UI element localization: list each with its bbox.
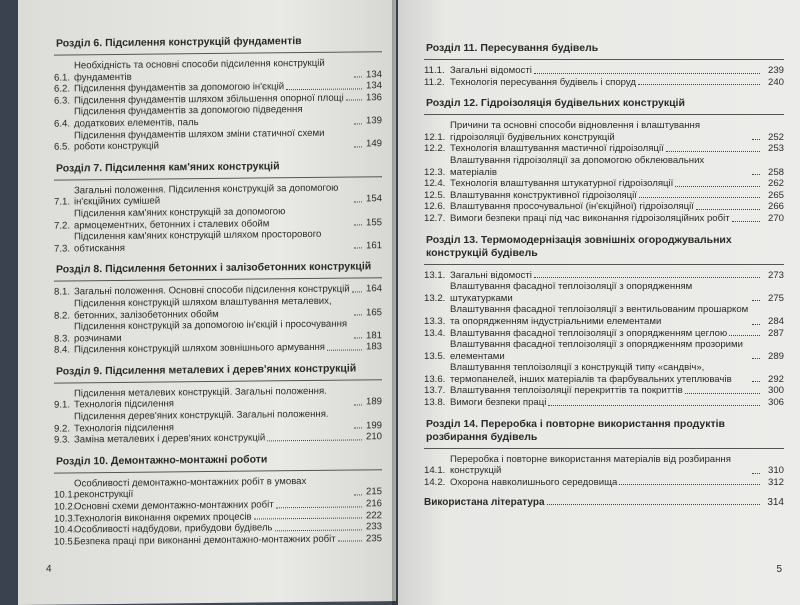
leader-dots <box>548 405 760 406</box>
entry-body <box>74 475 364 501</box>
entry-title: Необхідність та основні способи підсилення конструкцій фундаментів <box>74 57 325 84</box>
entry-number: 14.1. <box>424 465 446 477</box>
entry-title: Загальні положення. Основні способи підсилення конструкцій <box>74 283 350 298</box>
entry-page: 210 <box>365 431 382 443</box>
entry-page: 292 <box>767 373 784 385</box>
entry-number: 10.3. <box>54 513 76 525</box>
entry-body <box>74 229 364 255</box>
entry-body <box>74 295 364 321</box>
entry-body <box>450 281 762 304</box>
entry-number: 9.2. <box>54 423 71 435</box>
entry-number: 12.5. <box>424 189 446 201</box>
entry-number: 13.3. <box>424 315 446 327</box>
left-toc <box>54 34 382 548</box>
section-divider <box>424 114 784 115</box>
leader-dots <box>354 146 362 147</box>
entry-page: 312 <box>767 476 784 488</box>
toc-entry <box>424 143 784 155</box>
toc-section <box>54 159 382 255</box>
section-divider <box>54 176 382 180</box>
toc-entry <box>424 213 784 225</box>
toc-entry <box>54 318 382 345</box>
entry-title: Підсилення конструкцій за допомогою ін'єкцій і просочування розчинами <box>74 318 348 345</box>
entry-page: 273 <box>767 269 784 281</box>
leader-dots <box>666 151 760 152</box>
entry-number: 6.2. <box>54 83 71 95</box>
entry-page: 253 <box>767 143 784 155</box>
leader-dots <box>354 428 362 429</box>
entry-page: 287 <box>767 327 784 339</box>
entry-title: Влаштування фасадної теплоізоляції з вентильованим прошарком та опорядженням індустріальними елементами <box>450 304 749 327</box>
toc-section <box>424 418 784 489</box>
leader-dots <box>752 381 760 382</box>
entry-title: Основні схеми демонтажно-монтажних робіт <box>74 499 274 513</box>
entry-number: 12.3. <box>424 166 446 178</box>
leader-dots <box>327 349 362 350</box>
entry-body <box>74 205 364 231</box>
toc-entry <box>424 201 784 213</box>
leader-dots <box>638 84 760 85</box>
toc-entry <box>54 341 382 356</box>
toc-section <box>424 234 784 409</box>
leader-dots <box>354 338 362 339</box>
entry-page: 154 <box>365 193 382 205</box>
leader-dots <box>354 123 362 124</box>
section-divider <box>54 469 382 473</box>
section-title: Розділ 11. Пересування будівель <box>426 42 599 54</box>
toc-entry <box>54 57 382 84</box>
entry-page: 284 <box>767 315 784 327</box>
entry-title: Підсилення конструкцій шляхом влаштування металевих, бетонних, залізобетонних обойм <box>74 295 332 321</box>
toc-entry <box>54 385 382 412</box>
toc-entry <box>54 182 382 209</box>
entry-body <box>450 213 762 225</box>
entry-page: 252 <box>767 131 784 143</box>
entry-body <box>450 270 762 282</box>
entry-number: 12.6. <box>424 201 446 213</box>
entry-title: Переробка і повторне використання матеріалів від розбирання конструкцій <box>450 453 731 477</box>
toc-entry <box>424 65 784 77</box>
entry-number: 12.7. <box>424 212 446 224</box>
entry-title: Влаштування теплоізоляції з конструкцій типу «сандвіч», термопанелей, інших матеріалів та фарбувальних утеплювачів <box>450 362 732 385</box>
section-title: Розділ 8. Підсилення бетонних і залізобетонних конструкцій <box>56 260 372 276</box>
entry-body <box>74 104 364 130</box>
section-title: Розділ 7. Підсилення кам'яних конструкцій <box>56 160 280 175</box>
entry-title: Охорона навколишнього середовища <box>450 476 618 488</box>
toc-section <box>54 452 382 548</box>
entry-page: 289 <box>767 350 784 362</box>
toc-entry <box>424 120 784 143</box>
entry-body <box>450 190 762 202</box>
toc-entry <box>424 190 784 202</box>
leader-dots <box>752 358 760 359</box>
entry-number: 13.2. <box>424 292 446 304</box>
section-title: Розділ 13. Термомодернізація зовнішніх огороджувальних конструкцій будівель <box>426 233 732 259</box>
leader-dots <box>752 300 760 301</box>
entry-title: Влаштування просочувальної (ін'єкційної) гідроізоляції <box>450 201 694 213</box>
toc-entry <box>424 270 784 282</box>
entry-number: 11.1. <box>424 65 445 76</box>
entry-title: Технологія влаштування штукатурної гідроізоляції <box>450 178 674 190</box>
entry-number: 8.4. <box>54 344 71 356</box>
entry-title: Загальні відомості <box>450 65 532 76</box>
entry-number: 9.3. <box>54 434 71 446</box>
toc-section <box>54 34 382 153</box>
entry-body <box>450 385 762 397</box>
entry-title: Особливості демонтажно-монтажних робіт в умовах реконструкції <box>74 475 307 501</box>
entry-page: 139 <box>365 115 382 127</box>
leader-dots <box>752 174 760 175</box>
entry-number: 10.2. <box>54 501 76 513</box>
entry-page: 136 <box>365 91 382 104</box>
toc-entry <box>54 295 382 322</box>
leader-dots <box>534 73 760 74</box>
entry-page: 235 <box>365 533 382 545</box>
entry-title: Технологія виконання окремих процесів <box>74 511 252 525</box>
entry-number: 12.1. <box>424 131 446 143</box>
entry-body <box>450 362 762 385</box>
toc-section <box>424 42 784 88</box>
entry-number: 7.1. <box>54 196 71 208</box>
section-divider <box>54 51 382 55</box>
entry-title: Вимоги безпеки праці під час виконання гідроізоляційних робіт <box>450 212 730 224</box>
entry-body <box>450 304 762 327</box>
entry-body <box>74 533 364 548</box>
entry-body <box>450 143 762 155</box>
leader-dots <box>547 504 760 505</box>
entry-page: 265 <box>767 189 784 201</box>
entry-page: 300 <box>767 385 784 397</box>
leader-dots <box>267 439 362 441</box>
entry-body <box>74 318 364 344</box>
leader-dots <box>354 314 362 315</box>
entry-title: Вимоги безпеки праці <box>450 397 547 409</box>
entry-title: Особливості надбудови, прибудови будівель <box>74 522 273 536</box>
section-title: Розділ 14. Переробка і повторне використання продуктів розбирання будівель <box>426 417 726 443</box>
entry-title: Влаштування фасадної теплоізоляції з опорядженням прозорими елементами <box>450 339 743 362</box>
toc-entry <box>54 431 382 446</box>
entry-number: 13.4. <box>424 327 446 339</box>
leader-dots <box>729 335 760 336</box>
leader-dots <box>354 201 362 202</box>
entry-page: 216 <box>365 498 382 510</box>
leader-dots <box>675 186 760 187</box>
literature-page: 314 <box>767 497 784 509</box>
entry-page: 161 <box>365 239 382 252</box>
entry-number: 8.2. <box>54 309 71 322</box>
entry-number: 8.3. <box>54 333 71 345</box>
entry-title: Влаштування теплоізоляції перекриттів та покриттів <box>450 385 683 397</box>
leader-dots <box>619 484 760 485</box>
entry-page: 222 <box>365 509 382 521</box>
toc-entry <box>424 77 784 89</box>
entry-title: Підсилення металевих конструкцій. Загальні положення. Технологія підсилення <box>74 385 327 411</box>
toc-entry <box>424 178 784 190</box>
leader-dots <box>354 404 362 405</box>
toc-section <box>424 97 784 224</box>
entry-body <box>450 155 762 178</box>
entry-number: 10.4. <box>54 524 76 536</box>
entry-title: Причини та основні способи відновлення і влаштування гідроізоляції будівельних конструкцій <box>450 120 701 143</box>
leader-dots <box>338 541 362 542</box>
entry-page: 134 <box>365 80 382 92</box>
leader-dots <box>352 291 362 292</box>
entry-number: 10.5. <box>54 536 76 548</box>
toc-entry <box>424 397 784 409</box>
entry-number: 7.2. <box>54 219 71 232</box>
section-divider <box>54 278 382 282</box>
entry-body <box>450 477 762 489</box>
section-divider <box>424 264 784 265</box>
entry-number: 13.7. <box>424 385 446 397</box>
entry-page: 306 <box>767 397 784 409</box>
entry-page: 275 <box>767 292 784 304</box>
toc-entry <box>424 477 784 489</box>
entry-title: Підсилення фундаментів шляхом збільшення опорної площі <box>74 92 344 107</box>
entry-title: Загальні відомості <box>450 269 532 281</box>
entry-page: 165 <box>365 306 382 318</box>
toc-entry <box>424 328 784 340</box>
entry-number: 10.1. <box>54 489 76 502</box>
entry-title: Заміна металевих і дерев'яних конструкцій <box>74 432 266 446</box>
section-divider <box>424 59 784 60</box>
entry-title: Безпека праці при виконанні демонтажно-монтажних робіт <box>74 533 336 548</box>
entry-body <box>450 178 762 190</box>
entry-body <box>74 57 364 83</box>
entry-body <box>450 201 762 213</box>
leader-dots <box>696 209 760 210</box>
entry-page: 199 <box>365 419 382 432</box>
entry-body <box>74 342 364 357</box>
entry-title: Загальні положення. Підсилення конструкцій за допомогою ін'єкційних сумішей <box>74 182 339 208</box>
toc-entry <box>424 339 784 362</box>
entry-title: Влаштування гідроізоляції за допомогою обклеювальних матеріалів <box>450 154 705 178</box>
entry-number: 9.1. <box>54 399 71 412</box>
entry-body <box>74 432 364 447</box>
entry-number: 6.1. <box>54 72 71 84</box>
section-title: Розділ 9. Підсилення металевих і дерев'яних конструкцій <box>56 362 357 378</box>
entry-body <box>74 182 364 208</box>
toc-section <box>54 261 382 357</box>
entry-number: 7.3. <box>54 243 71 255</box>
entry-page: 266 <box>767 201 784 213</box>
entry-body <box>74 127 364 153</box>
entry-title: Підсилення фундаментів за допомогою ін'єкцій <box>74 81 285 95</box>
entry-title: Підсилення фундаментів за допомогою підведення додаткових елементів, паль <box>74 104 303 130</box>
section-title: Розділ 12. Гідроізоляція будівельних конструкцій <box>426 97 685 110</box>
entry-number: 13.6. <box>424 373 446 385</box>
toc-entry <box>54 205 382 232</box>
entry-number: 13.8. <box>424 397 446 409</box>
entry-body <box>450 77 762 89</box>
entry-page: 258 <box>767 166 784 178</box>
entry-title: Влаштування фасадної теплоізоляції з опорядженням цеглою <box>450 327 728 339</box>
leader-dots <box>752 324 760 325</box>
leader-dots <box>275 529 362 531</box>
entry-title: Підсилення конструкцій шляхом зовнішнього армування <box>74 342 326 356</box>
leader-dots <box>286 88 362 90</box>
entry-number: 12.2. <box>424 143 446 155</box>
toc-entry <box>424 304 784 327</box>
entry-number: 11.2. <box>424 76 445 88</box>
toc-entry <box>424 385 784 397</box>
entry-body <box>450 65 762 77</box>
leader-dots <box>276 506 362 508</box>
entry-number: 13.5. <box>424 350 446 362</box>
leader-dots <box>346 100 362 101</box>
entry-number: 12.4. <box>424 178 446 190</box>
toc-entry <box>54 104 382 131</box>
entry-number: 14.2. <box>424 476 446 488</box>
entry-page: 149 <box>365 138 382 150</box>
page-number-left: 4 <box>46 563 52 575</box>
entry-page: 134 <box>365 68 382 80</box>
page-number-right: 5 <box>776 564 782 575</box>
leader-dots <box>354 77 362 78</box>
entry-body <box>450 339 762 362</box>
entry-body <box>74 408 364 434</box>
entry-number: 6.3. <box>54 95 71 107</box>
entry-number: 13.1. <box>424 269 446 281</box>
right-toc <box>424 42 784 488</box>
toc-entry <box>54 228 382 255</box>
section-title: Розділ 6. Підсилення конструкцій фундаментів <box>56 35 302 50</box>
entry-page: 240 <box>767 76 784 88</box>
entry-title: Підсилення фундаментів шляхом зміни статичної схеми роботи конструкцій <box>74 127 325 153</box>
literature-title: Використана література <box>424 497 545 509</box>
entry-page: 189 <box>365 396 382 408</box>
leader-dots <box>354 494 362 495</box>
entry-title: Влаштування фасадної теплоізоляції з опорядженням штукатурками <box>450 281 693 304</box>
entry-title: Технологія пересування будівель і споруд <box>450 76 636 88</box>
entry-title: Підсилення кам'яних конструкцій шляхом просторового обтискання <box>74 228 322 255</box>
leader-dots <box>354 248 362 249</box>
toc-entry <box>424 454 784 477</box>
leader-dots <box>534 277 760 278</box>
leader-dots <box>354 225 362 226</box>
leader-dots <box>254 518 362 520</box>
right-page <box>398 0 800 605</box>
entry-page: 183 <box>365 341 382 353</box>
entry-page: 270 <box>767 212 784 224</box>
toc-entry <box>424 281 784 304</box>
section-divider <box>54 379 382 383</box>
entry-number: 6.4. <box>54 118 71 130</box>
toc-entry-literature <box>424 497 784 508</box>
entry-page: 164 <box>365 283 382 295</box>
entry-page: 181 <box>365 329 382 342</box>
toc-entry <box>54 127 382 154</box>
entry-page: 215 <box>365 486 382 498</box>
section-divider <box>424 448 784 449</box>
entry-page: 239 <box>767 65 784 76</box>
leader-dots <box>752 473 760 474</box>
entry-title: Влаштування конструктивної гідроізоляції <box>450 189 637 201</box>
section-title: Розділ 10. Демонтажно-монтажні роботи <box>56 453 268 468</box>
leader-dots <box>639 197 760 198</box>
toc-entry <box>54 533 382 548</box>
entry-body <box>450 328 762 340</box>
toc-entry <box>54 408 382 435</box>
entry-page: 233 <box>365 521 382 533</box>
entry-body <box>450 120 762 143</box>
left-page <box>18 0 396 605</box>
entry-title: Підсилення дерев'яних конструкцій. Загальні положення. Технологія підсилення <box>74 408 329 435</box>
entry-title: Підсилення кам'яних конструкцій за допомогою армоцементних, бетонних і сталевих обойм <box>74 206 286 231</box>
entry-title: Технологія влаштування мастичної гідроізоляції <box>450 143 664 155</box>
entry-page: 155 <box>365 216 382 228</box>
entry-number: 8.1. <box>54 286 71 298</box>
entry-body <box>74 385 364 411</box>
entry-page: 310 <box>767 465 784 477</box>
entry-page: 262 <box>767 178 784 190</box>
leader-dots <box>752 139 760 140</box>
toc-entry <box>54 475 382 502</box>
entry-number: 6.5. <box>54 141 71 153</box>
toc-entry <box>424 362 784 385</box>
entry-body <box>450 454 762 477</box>
toc-entry <box>424 155 784 178</box>
entry-body <box>450 397 762 409</box>
leader-dots <box>732 221 760 222</box>
leader-dots <box>685 393 760 394</box>
toc-section <box>54 362 382 446</box>
